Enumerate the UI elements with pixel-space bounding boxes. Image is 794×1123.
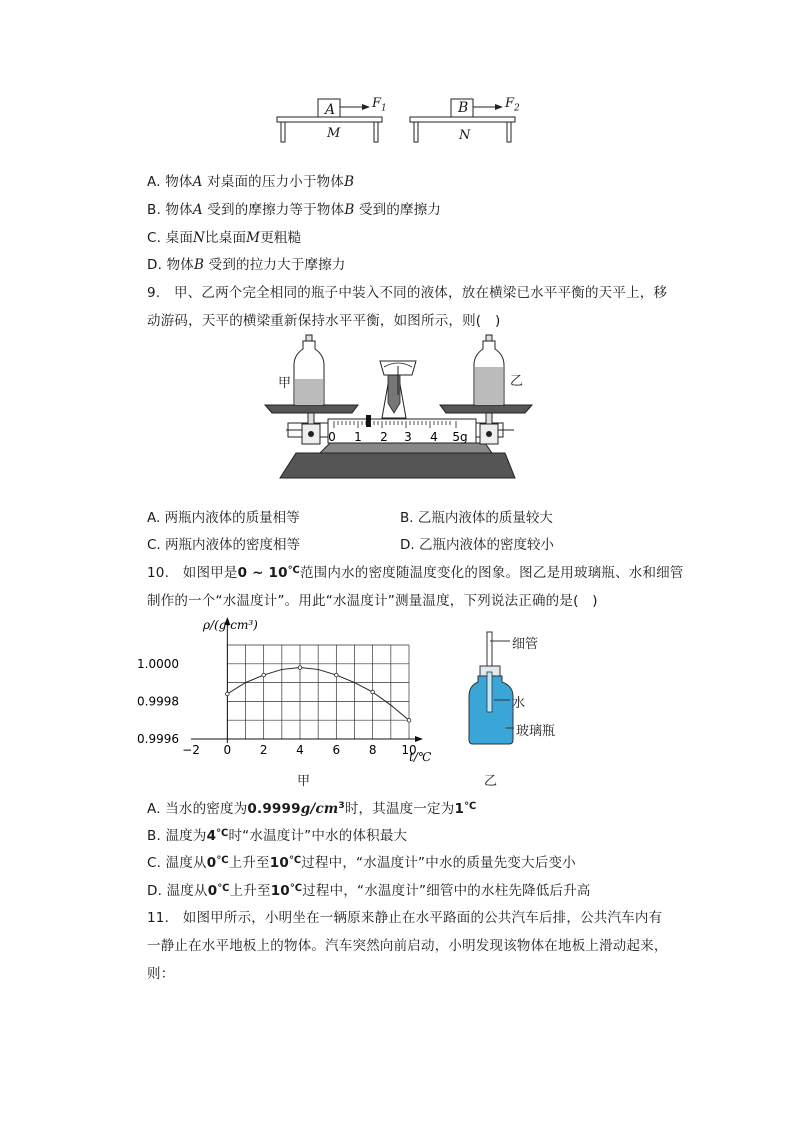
q10-stem-line1: 10. 如图甲是0 ~ 10℃范围内水的密度随温度变化的图象。图乙是用玻璃瓶、水和细管 (147, 565, 684, 581)
fig8-tables (270, 92, 530, 150)
water-label: 水 (512, 696, 526, 711)
x-axis-label: t/℃ (409, 750, 432, 764)
data-point (298, 666, 302, 670)
scale-tick-2: 2 (380, 430, 388, 444)
data-point (262, 673, 266, 677)
x-tick-label: 8 (368, 743, 377, 757)
x-tick-label: 6 (332, 743, 341, 757)
q10-option-c[interactable]: C. 温度从0℃上升至10℃过程中，“水温度计”中水的质量先变大后变小 (147, 855, 576, 871)
x-axis-arrow (415, 736, 423, 742)
q10-stem-line2: 制作的一个“水温度计”。用此“水温度计”测量温度，下列说法正确的是( ) (147, 593, 598, 609)
tube-label: 细管 (512, 637, 539, 652)
scale-tick-0: 0 (328, 430, 336, 444)
left-bottle-label: 甲 (278, 376, 292, 391)
x-tick-label: 0 (223, 743, 232, 757)
q10-option-b[interactable]: B. 温度为4℃时“水温度计”中水的体积最大 (147, 828, 408, 844)
data-point (335, 673, 339, 677)
y-axis-label: ρ/(g·cm³) (203, 618, 258, 632)
data-point (226, 692, 230, 696)
bottle-caption: 乙 (484, 774, 498, 789)
q9-option-d[interactable]: D. 乙瓶内液体的密度较小 (400, 537, 554, 553)
data-point (407, 718, 411, 722)
scale-tick-4: 4 (430, 430, 438, 444)
x-tick-label: −2 (182, 743, 200, 757)
q8-option-c[interactable]: C. 桌面N比桌面M更粗糙 (147, 230, 302, 246)
q9-option-c[interactable]: C. 两瓶内液体的密度相等 (147, 537, 301, 553)
y-tick-label: 0.9996 (137, 732, 179, 746)
density-chart (137, 615, 445, 775)
label-a: A (325, 102, 336, 118)
label-m: M (327, 126, 341, 141)
q8-option-d[interactable]: D. 物体B 受到的拉力大于摩擦力 (147, 257, 346, 273)
q8-option-b[interactable]: B. 物体A 受到的摩擦力等于物体B 受到的摩擦力 (147, 202, 442, 218)
q10-option-a[interactable]: A. 当水的密度为$0.9999g/cm^3$时，其温度一定为1℃ (147, 801, 477, 817)
y-tick-label: 0.9998 (137, 694, 179, 709)
q9-stem-line1: 9. 甲、乙两个完全相同的瓶子中装入不同的液体，放在横梁已水平平衡的天平上，移 (147, 285, 668, 301)
right-bottle (474, 335, 504, 405)
q11-stem-line1: 11. 如图甲所示，小明坐在一辆原来静止在水平路面的公共汽车后排，公共汽车内有 (147, 910, 663, 926)
q9-stem-line2: 动游码，天平的横梁重新保持水平平衡，如图所示，则( ) (147, 313, 501, 329)
scale-tick-3: 3 (404, 430, 412, 444)
chart-caption: 甲 (297, 774, 311, 789)
label-b: B (458, 100, 469, 116)
scale-tick-5: 5g (452, 430, 468, 444)
q11-stem-line2: 一静止在水平地板上的物体。汽车突然向前启动，小明发现该物体在地板上滑动起来， (147, 938, 668, 954)
q11-stem-line3: 则： (147, 966, 175, 982)
bottle-label: 玻璃瓶 (516, 724, 556, 739)
q9-option-b[interactable]: B. 乙瓶内液体的质量较大 (400, 510, 553, 526)
x-tick-label: 4 (296, 743, 304, 757)
balance-figure (260, 333, 530, 481)
label-n: N (459, 128, 471, 143)
scale-tick-1: 1 (354, 430, 362, 444)
label-f2: $F_2$ (505, 96, 520, 114)
q8-option-a[interactable]: A. 物体A 对桌面的压力小于物体B (147, 174, 355, 190)
data-point (371, 690, 375, 694)
x-tick-label: 2 (259, 743, 268, 757)
y-tick-label: 1.0000 (137, 656, 179, 671)
label-f1: $F_1$ (372, 96, 387, 114)
q10-option-d[interactable]: D. 温度从0℃上升至10℃过程中，“水温度计”细管中的水柱先降低后升高 (147, 883, 591, 899)
q9-option-a[interactable]: A. 两瓶内液体的质量相等 (147, 510, 300, 526)
right-bottle-label: 乙 (510, 374, 524, 389)
left-bottle (294, 335, 324, 405)
x-tick-label: 10 (401, 743, 417, 757)
